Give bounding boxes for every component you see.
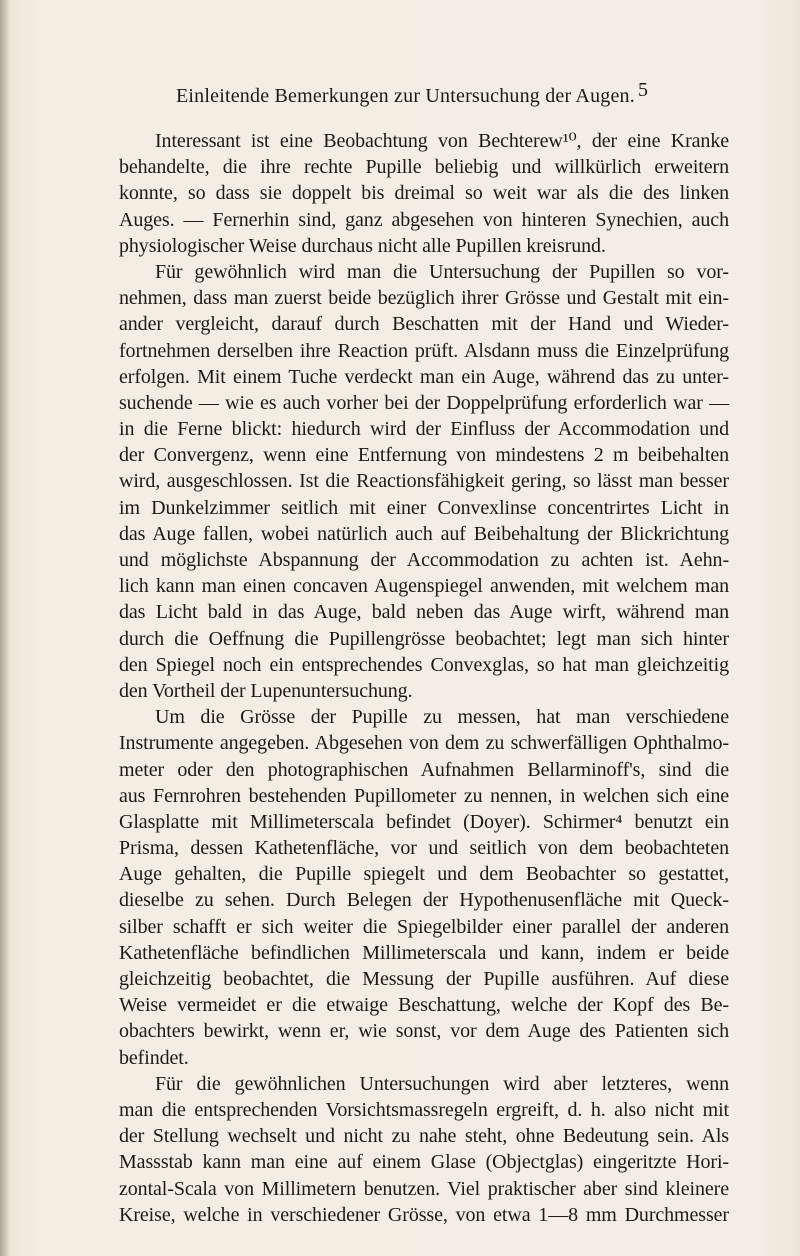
text-line: suchende — wie es auch vorher bei der Doppelprüfung erforderlich war —	[119, 391, 729, 414]
text-line: Für gewöhnlich wird man die Untersuchung der Pupillen so vor-	[155, 260, 729, 283]
text-line: meter oder den photographischen Aufnahmen Bellarminoff's, sind die	[119, 758, 729, 781]
text-line: Kreise, welche in verschiedener Grösse, von etwa 1—8 mm Durchmesser	[119, 1203, 729, 1226]
text-line: der Convergenz, wenn eine Entfernung von mindestens 2 m beibehalten	[119, 444, 729, 467]
text-line: Prisma, dessen Kathetenfläche, vor und seitlich von dem beobachteten	[119, 837, 729, 860]
text-line: gleichzeitig beobachtet, die Messung der Pupille ausführen. Auf diese	[119, 968, 729, 990]
text-line: Kathetenfläche befindlichen Millimeterscala und kann, indem er beide	[119, 941, 729, 964]
text-line: ander vergleicht, darauf durch Beschatten mit der Hand und Wieder-	[119, 313, 729, 336]
text-line: durch die Oeffnung die Pupillengrösse beobachtet; legt man sich hinter	[119, 627, 729, 650]
text-line: befindet.	[119, 1046, 189, 1069]
text-line: Um die Grösse der Pupille zu messen, hat man verschiedene	[155, 706, 729, 729]
text-line: aus Fernrohren bestehenden Pupillometer zu nennen, in welchen sich eine	[119, 784, 729, 807]
text-line: in die Ferne blickt: hiedurch wird der Einfluss der Accommodation und	[119, 418, 729, 441]
running-title: Einleitende Bemerkungen zur Untersuchung der Augen.	[176, 85, 635, 107]
text-line: Massstab kann man eine auf einem Glase (Objectglas) eingeritzte Hori-	[119, 1151, 729, 1174]
body-text	[119, 128, 729, 1228]
text-line: Auges. — Fernerhin sind, ganz abgesehen von hinteren Synechien, auch	[119, 208, 729, 231]
text-line: lich kann man einen concaven Augenspiegel anwenden, mit welchem man	[119, 575, 729, 598]
text-line: behandelte, die ihre rechte Pupille beliebig und willkürlich erweitern	[119, 156, 729, 179]
text-line: den Vortheil der Lupenuntersuchung.	[119, 679, 413, 702]
text-line: Instrumente angegeben. Abgesehen von dem zu schwerfälligen Ophthalmo-	[119, 732, 729, 755]
text-line: den Spiegel noch ein entsprechendes Convexglas, so hat man gleichzeitig	[119, 653, 729, 676]
text-line: im Dunkelzimmer seitlich mit einer Convexlinse concentrirtes Licht in	[119, 496, 729, 519]
text-line: fortnehmen derselben ihre Reaction prüft. Alsdann muss die Einzelprüfung	[119, 339, 729, 362]
text-line: das Licht bald in das Auge, bald neben das Auge wirft, während man	[119, 601, 729, 624]
page-number: 5	[638, 79, 648, 101]
text-line: dieselbe zu sehen. Durch Belegen der Hypothenusenfläche mit Queck-	[119, 889, 729, 912]
text-line: und möglichste Abspannung der Accommodation zu achten ist. Aehn-	[119, 549, 729, 571]
text-line: Für die gewöhnlichen Untersuchungen wird aber letzteres, wenn	[155, 1072, 729, 1095]
text-line: man die entsprechenden Vorsichtsmassregeln ergreift, d. h. also nicht mit	[119, 1098, 729, 1121]
text-line: Interessant ist eine Beobachtung von Bechterew¹⁰, der eine Kranke	[155, 130, 729, 152]
text-line: zontal-Scala von Millimetern benutzen. Viel praktischer aber sind kleinere	[119, 1177, 729, 1200]
text-line: obachters bewirkt, wenn er, wie sonst, vor dem Auge des Patienten sich	[119, 1020, 729, 1043]
text-line: wird, ausgeschlossen. Ist die Reactionsfähigkeit gering, so lässt man besser	[119, 470, 729, 493]
text-line: nehmen, dass man zuerst beide bezüglich ihrer Grösse und Gestalt mit ein-	[119, 287, 729, 310]
text-line: konnte, so dass sie doppelt bis dreimal so weit war als die des linken	[119, 182, 729, 205]
text-line: Weise vermeidet er die etwaige Beschattung, welche der Kopf des Be-	[119, 994, 729, 1017]
text-line: physiologischer Weise durchaus nicht alle Pupillen kreisrund.	[119, 234, 606, 257]
text-line: erfolgen. Mit einem Tuche verdeckt man ein Auge, während das zu unter-	[119, 365, 729, 388]
text-line: das Auge fallen, wobei natürlich auch auf Beibehaltung der Blickrichtung	[119, 522, 729, 545]
text-line: der Stellung wechselt und nicht zu nahe steht, ohne Bedeutung sein. Als	[119, 1125, 729, 1148]
text-line: Glasplatte mit Millimeterscala befindet (Doyer). Schirmer⁴ benutzt ein	[119, 810, 729, 833]
text-line: silber schafft er sich weiter die Spiegelbilder einer parallel der anderen	[119, 915, 729, 938]
text-line: Auge gehalten, die Pupille spiegelt und dem Beobachter so gestattet,	[119, 863, 729, 886]
binding-shadow	[0, 0, 10, 1256]
